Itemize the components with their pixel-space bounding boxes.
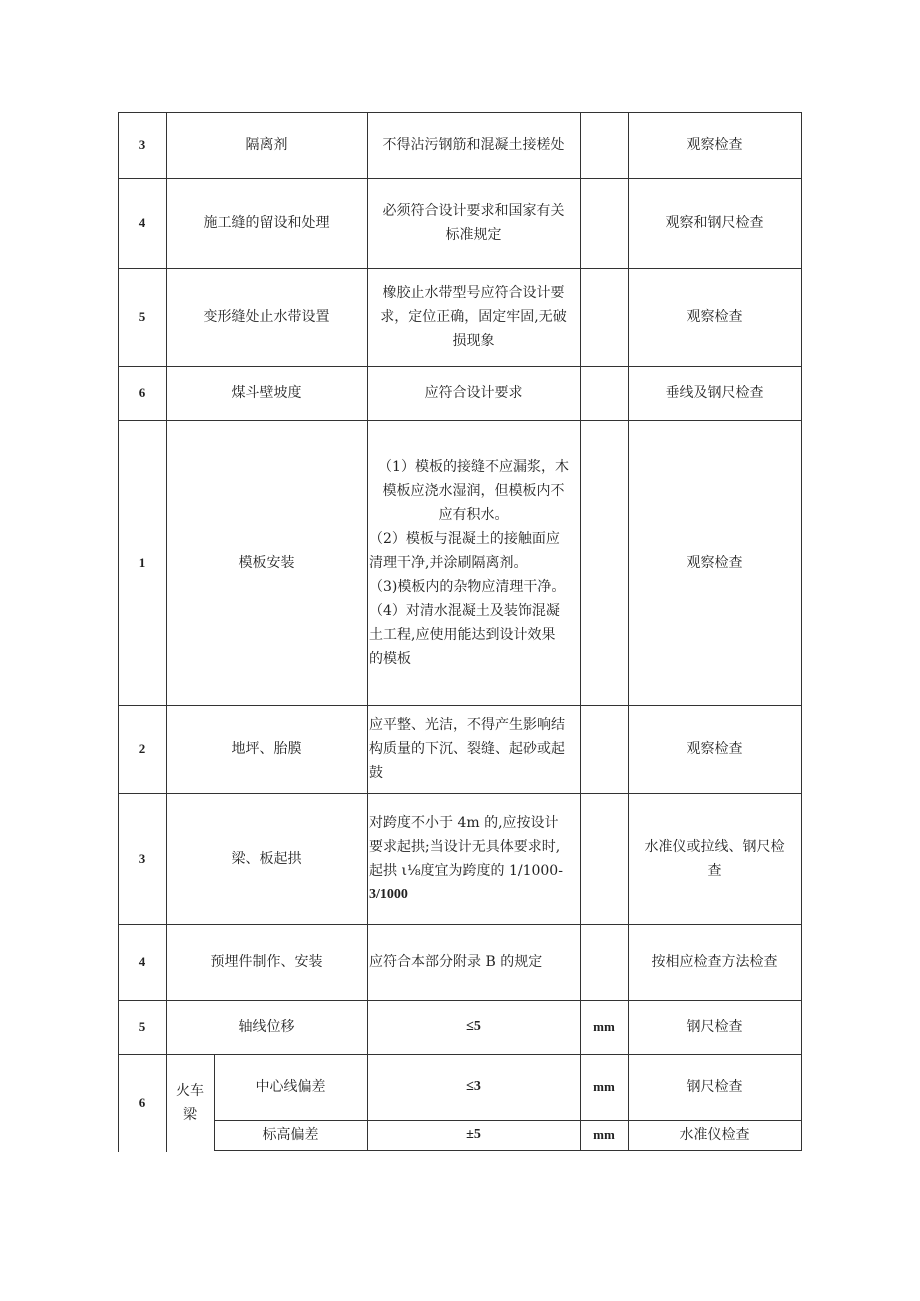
column-border	[801, 112, 802, 1151]
row-number: 6	[138, 1094, 146, 1110]
requirement: 不得沾污钢筋和混凝土接槎处	[382, 137, 565, 153]
row-number: 2	[138, 741, 146, 756]
requirement-line: 土工程,应使用能达到设计效果	[369, 626, 556, 643]
requirement-line: 的模板	[369, 650, 411, 667]
row-number: 3	[138, 137, 146, 152]
requirement-line: 要求起拱;当设计无具体要求时,	[369, 838, 561, 855]
tolerance-value: ≤5	[466, 1019, 481, 1034]
subrow-bottom	[214, 1150, 802, 1151]
row-number: 4	[138, 954, 146, 969]
item-name: 轴线位移	[238, 1019, 295, 1035]
item-name: 预埋件制作、安装	[210, 954, 323, 970]
item-name: 梁、板起拱	[231, 850, 302, 867]
requirement-line: 必须符合设计要求和国家有关	[382, 203, 565, 219]
requirement-line: （3)模板内的杂物应清理干净。	[369, 578, 566, 595]
requirement: 应符合设计要求	[424, 385, 523, 401]
check-method-line: 水准仪或拉线、钢尺检	[644, 838, 785, 855]
check-method: 按相应检查方法检查	[651, 954, 778, 970]
requirement-line: 清理干净,并涂刷隔离剂。	[369, 554, 528, 571]
row-number: 3	[138, 850, 146, 866]
check-method: 水准仪检查	[679, 1127, 750, 1143]
requirement	[367, 793, 580, 924]
requirement	[367, 268, 580, 366]
requirement-line: 应有积水。	[438, 506, 509, 523]
sub-item-name: 标高偏差	[262, 1127, 319, 1143]
row-number: 6	[138, 385, 146, 400]
requirement-line: 求，定位正确，固定牢固,无破	[380, 309, 567, 325]
item-name: 煤斗壁坡度	[231, 385, 302, 401]
requirement-line: 对跨度不小于 4m 的,应按设计	[369, 814, 559, 831]
check-method: 观察检查	[686, 554, 743, 571]
item-name: 变形缝处止水带设置	[203, 309, 330, 325]
sub-item-name: 中心线偏差	[255, 1079, 326, 1095]
requirement-line: 3/1000	[369, 886, 408, 902]
requirement: 应符合本部分附录 B 的规定	[369, 954, 543, 970]
check-method: 钢尺检查	[686, 1019, 743, 1035]
unit: mm	[593, 1019, 615, 1034]
item-name: 模板安装	[238, 554, 295, 571]
requirement-line: 损现象	[452, 333, 495, 349]
row-number: 5	[138, 309, 146, 324]
requirement-line: 构质量的下沉、裂缝、起砂或起	[369, 741, 565, 757]
check-method: 观察检查	[686, 137, 743, 153]
check-method: 观察和钢尺检查	[665, 215, 764, 231]
column-border	[580, 112, 581, 1151]
item-name: 施工缝的留设和处理	[203, 215, 330, 231]
requirement	[367, 705, 580, 793]
unit: mm	[593, 1127, 615, 1142]
unit: mm	[593, 1079, 615, 1094]
tolerance-value: ±5	[466, 1127, 481, 1142]
requirement	[367, 178, 580, 268]
group-label: 火车梁	[176, 1082, 204, 1123]
requirement-line: 起拱 ι⅛度宜为跨度的 1/1000-	[369, 862, 563, 879]
requirement-line: （1）模板的接缝不应漏浆，木	[378, 458, 569, 475]
check-method: 观察检查	[686, 309, 743, 325]
item-name: 隔离剂	[245, 137, 288, 153]
requirement-line: 鼓	[369, 765, 383, 781]
check-method	[628, 793, 801, 924]
check-method: 钢尺检查	[686, 1079, 743, 1095]
requirement-line: 橡胶止水带型号应符合设计要	[382, 285, 565, 301]
row-number: 4	[138, 215, 146, 230]
requirement-line: 应平整、光洁，不得产生影响结	[369, 717, 565, 733]
requirement-line: （4）对清水混凝土及装饰混凝	[369, 602, 560, 619]
item-name: 地坪、胎膜	[231, 741, 302, 757]
check-method: 观察检查	[686, 741, 743, 757]
check-method-line: 查	[707, 862, 722, 879]
requirement-line: 标准规定	[445, 227, 502, 243]
tolerance-value: ≤3	[466, 1079, 481, 1094]
row-number: 5	[138, 1019, 146, 1034]
row-number: 1	[138, 554, 146, 570]
check-method: 垂线及钢尺检查	[665, 385, 764, 401]
requirement-line: （2）模板与混凝土的接触面应	[369, 530, 560, 547]
requirement	[367, 420, 580, 705]
requirement-line: 模板应浇水湿润，但模板内不	[382, 482, 565, 499]
